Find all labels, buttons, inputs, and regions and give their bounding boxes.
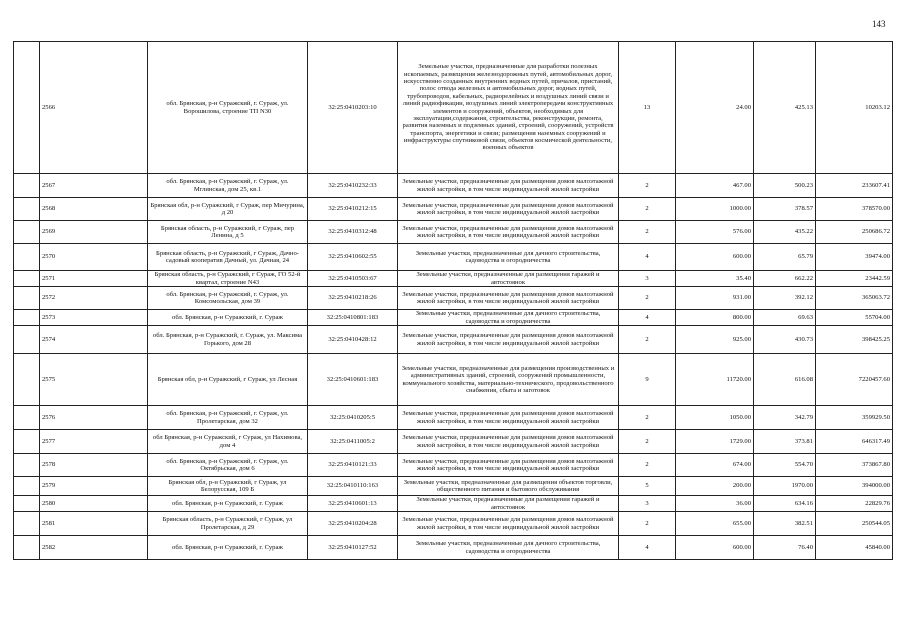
area-cell: 1729.00: [676, 430, 754, 454]
cadastral-number-cell: 32:25:0410801:183: [308, 310, 398, 326]
blank-cell: [14, 512, 40, 536]
blank-cell: [14, 310, 40, 326]
cadastral-value-cell: 394000.00: [816, 477, 893, 496]
specific-value-cell: 1970.00: [754, 477, 816, 496]
use-group-cell: 9: [619, 354, 676, 406]
cadastral-number-cell: 32:25:0410110:163: [308, 477, 398, 496]
blank-cell: [14, 496, 40, 512]
use-group-cell: 2: [619, 406, 676, 430]
row-number: 2576: [40, 406, 148, 430]
use-group-cell: 4: [619, 244, 676, 271]
cadastral-value-cell: 10203.12: [816, 42, 893, 174]
address-cell: обл. Брянская, р-н Суражский, г. Сураж, ул. Комсомольская, дом 39: [148, 287, 308, 310]
row-number: 2575: [40, 354, 148, 406]
blank-cell: [14, 221, 40, 244]
row-number: 2566: [40, 42, 148, 174]
blank-cell: [14, 477, 40, 496]
specific-value-cell: 425.13: [754, 42, 816, 174]
use-group-cell: 13: [619, 42, 676, 174]
cadastral-number-cell: 32:25:0410212:15: [308, 198, 398, 221]
blank-cell: [14, 326, 40, 354]
land-use-cell: Земельные участки, предназначенные для дачного строительства, садоводства и огородничества: [398, 310, 619, 326]
specific-value-cell: 616.08: [754, 354, 816, 406]
area-cell: 1000.00: [676, 198, 754, 221]
land-use-cell: Земельные участки, предназначенные для размещения домов малоэтажной жилой застройки, в том числе индивидуальной жилой застройки: [398, 430, 619, 454]
cadastral-value-table: [13, 41, 893, 560]
cadastral-value-cell: 55704.00: [816, 310, 893, 326]
table-row: [14, 354, 893, 406]
area-cell: 655.00: [676, 512, 754, 536]
address-cell: обл. Брянская, р-н Суражский, г. Сураж: [148, 310, 308, 326]
row-number: 2568: [40, 198, 148, 221]
table-row: [14, 287, 893, 310]
cadastral-value-cell: 646317.49: [816, 430, 893, 454]
table-row: [14, 496, 893, 512]
area-cell: 931.00: [676, 287, 754, 310]
row-number: 2573: [40, 310, 148, 326]
blank-cell: [14, 244, 40, 271]
cadastral-number-cell: 32:25:0411005:2: [308, 430, 398, 454]
table-row: [14, 406, 893, 430]
use-group-cell: 4: [619, 310, 676, 326]
cadastral-value-cell: 359929.50: [816, 406, 893, 430]
address-cell: обл Брянская, р-н Суражский, г Сураж, ул Нахимова, дом 4: [148, 430, 308, 454]
row-number: 2581: [40, 512, 148, 536]
address-cell: обл. Брянская, р-н Суражский, г. Сураж, ул. Ворошилова, строение ТП N30: [148, 42, 308, 174]
page-number: 143: [872, 19, 886, 29]
cadastral-value-cell: 378570.00: [816, 198, 893, 221]
row-number: 2578: [40, 454, 148, 477]
land-use-cell: Земельные участки, предназначенные для размещения домов малоэтажной жилой застройки, в том числе индивидуальной жилой застройки: [398, 221, 619, 244]
area-cell: 1050.00: [676, 406, 754, 430]
blank-cell: [14, 271, 40, 287]
land-use-cell: Земельные участки, предназначенные для размещения домов малоэтажной жилой застройки, в том числе индивидуальной жилой застройки: [398, 512, 619, 536]
cadastral-value-cell: 22829.76: [816, 496, 893, 512]
land-use-cell: Земельные участки, предназначенные для размещения домов малоэтажной жилой застройки, в том числе индивидуальной жилой застройки: [398, 454, 619, 477]
area-cell: 36.00: [676, 496, 754, 512]
blank-cell: [14, 42, 40, 174]
address-cell: обл. Брянская, р-н Суражский, г. Сураж, ул. Октябрьская, дом 6: [148, 454, 308, 477]
cadastral-value-cell: 23442.59: [816, 271, 893, 287]
address-cell: обл. Брянская, р-н Суражский, г. Сураж, ул. Максима Горького, дом 28: [148, 326, 308, 354]
specific-value-cell: 634.16: [754, 496, 816, 512]
area-cell: 200.00: [676, 477, 754, 496]
cadastral-value-cell: 250544.05: [816, 512, 893, 536]
table-row: [14, 430, 893, 454]
address-cell: Брянская область, р-н Суражский, г Сураж, ул Пролетарская, д 29: [148, 512, 308, 536]
land-use-cell: Земельные участки, предназначенные для дачного строительства, садоводства и огородничества: [398, 536, 619, 560]
cadastral-number-cell: 32:25:0410428:12: [308, 326, 398, 354]
specific-value-cell: 382.51: [754, 512, 816, 536]
address-cell: Брянская область, р-н Суражский, г Сураж, Дачно-садовый кооператив Дачный, ул. Дачная, 24: [148, 244, 308, 271]
blank-cell: [14, 287, 40, 310]
table-row: [14, 198, 893, 221]
specific-value-cell: 500.23: [754, 174, 816, 198]
row-number: 2570: [40, 244, 148, 271]
specific-value-cell: 554.70: [754, 454, 816, 477]
land-use-cell: Земельные участки, предназначенные для размещения домов малоэтажной жилой застройки, в том числе индивидуальной жилой застройки: [398, 287, 619, 310]
land-use-cell: Земельные участки, предназначенные для размещения домов малоэтажной жилой застройки, в том числе индивидуальной жилой застройки: [398, 198, 619, 221]
specific-value-cell: 76.40: [754, 536, 816, 560]
cadastral-number-cell: 32:25:0410602:55: [308, 244, 398, 271]
area-cell: 800.00: [676, 310, 754, 326]
use-group-cell: 2: [619, 430, 676, 454]
blank-cell: [14, 536, 40, 560]
specific-value-cell: 378.57: [754, 198, 816, 221]
address-cell: Брянская обл, р-н Суражский, г Сураж, ул Белорусская, 109 Б: [148, 477, 308, 496]
land-use-cell: Земельные участки, предназначенные для размещения гаражей и автостоянок: [398, 271, 619, 287]
cadastral-number-cell: 32:25:0410218:26: [308, 287, 398, 310]
specific-value-cell: 65.79: [754, 244, 816, 271]
land-use-cell: Земельные участки, предназначенные для размещения объектов торговли, общественного питания и бытового обслуживания: [398, 477, 619, 496]
specific-value-cell: 373.81: [754, 430, 816, 454]
area-cell: 11720.00: [676, 354, 754, 406]
land-use-cell: Земельные участки, предназначенные для размещения гаражей и автостоянок: [398, 496, 619, 512]
use-group-cell: 2: [619, 326, 676, 354]
cadastral-value-cell: 250686.72: [816, 221, 893, 244]
table-row: [14, 271, 893, 287]
address-cell: обл. Брянская, р-н Суражский, г. Сураж: [148, 496, 308, 512]
table-row: [14, 221, 893, 244]
cadastral-value-cell: 233607.41: [816, 174, 893, 198]
cadastral-value-cell: 365063.72: [816, 287, 893, 310]
table-row: [14, 174, 893, 198]
specific-value-cell: 69.63: [754, 310, 816, 326]
cadastral-value-cell: 45840.00: [816, 536, 893, 560]
table-row: [14, 477, 893, 496]
cadastral-number-cell: 32:25:0410601:183: [308, 354, 398, 406]
table-row: [14, 326, 893, 354]
row-number: 2569: [40, 221, 148, 244]
specific-value-cell: 392.12: [754, 287, 816, 310]
blank-cell: [14, 430, 40, 454]
area-cell: 576.00: [676, 221, 754, 244]
row-number: 2582: [40, 536, 148, 560]
table-row: [14, 454, 893, 477]
address-cell: обл. Брянская, р-н Суражский, г. Сураж, ул. Пролетарская, дом 32: [148, 406, 308, 430]
table-row: [14, 244, 893, 271]
address-cell: Брянская область, р-н Суражский, г Сураж, ГО 52-й квартал, строение N43: [148, 271, 308, 287]
specific-value-cell: 435.22: [754, 221, 816, 244]
row-number: 2577: [40, 430, 148, 454]
land-use-cell: Земельные участки, предназначенные для размещения производственных и административных зданий, строений, сооружений промышленности, коммунального хозяйства, материально-технического, продовольственного снабжения, сбыта и заготовок: [398, 354, 619, 406]
use-group-cell: 2: [619, 198, 676, 221]
area-cell: 24.00: [676, 42, 754, 174]
row-number: 2580: [40, 496, 148, 512]
address-cell: Брянская область, р-н Суражский, г Сураж, пер Ленина, д 5: [148, 221, 308, 244]
cadastral-number-cell: 32:25:0410121:33: [308, 454, 398, 477]
table-row: [14, 536, 893, 560]
blank-cell: [14, 198, 40, 221]
cadastral-number-cell: 32:25:0410203:10: [308, 42, 398, 174]
land-use-cell: Земельные участки, предназначенные для размещения домов малоэтажной жилой застройки, в том числе индивидуальной жилой застройки: [398, 406, 619, 430]
cadastral-number-cell: 32:25:0410205:5: [308, 406, 398, 430]
blank-cell: [14, 174, 40, 198]
land-use-cell: Земельные участки, предназначенные для размещения домов малоэтажной жилой застройки, в том числе индивидуальной жилой застройки: [398, 174, 619, 198]
use-group-cell: 2: [619, 454, 676, 477]
cadastral-number-cell: 32:25:0410232:33: [308, 174, 398, 198]
area-cell: 600.00: [676, 244, 754, 271]
use-group-cell: 2: [619, 512, 676, 536]
cadastral-number-cell: 32:25:0410204:28: [308, 512, 398, 536]
cadastral-value-cell: 398425.25: [816, 326, 893, 354]
row-number: 2567: [40, 174, 148, 198]
table-row: [14, 512, 893, 536]
area-cell: 925.00: [676, 326, 754, 354]
land-use-cell: Земельные участки, предназначенные для разработки полезных ископаемых, размещения железнодорожных путей, автомобильных дорог, искусственно созданных внутренних водных путей, причалов, пристаний, полос отвода железных и автомобильных дорог, водных путей, трубопроводов, кабельных, радиорелейных и воздушных линий связи и линий радиофикации, воздушных линий электропередачи конструктивных элементов и сооружений, объектов, необходимых для эксплуатации,содержания, строительства, реконструкции, ремонта, развития наземных и подземных зданий, строений, сооружений, устройств транспорта, энергетики и связи; размещения наземных сооружений и инфраструктуры спутниковой связи, объектов космической деятельности, военных объектов: [398, 42, 619, 174]
cadastral-value-cell: 373867.80: [816, 454, 893, 477]
specific-value-cell: 430.73: [754, 326, 816, 354]
area-cell: 674.00: [676, 454, 754, 477]
cadastral-number-cell: 32:25:0410127:52: [308, 536, 398, 560]
row-number: 2572: [40, 287, 148, 310]
use-group-cell: 2: [619, 287, 676, 310]
land-use-cell: Земельные участки, предназначенные для размещения домов малоэтажной жилой застройки, в том числе индивидуальной жилой застройки: [398, 326, 619, 354]
use-group-cell: 3: [619, 496, 676, 512]
address-cell: Брянская обл, р-н Суражский, г Сураж, пер Мичурина, д 20: [148, 198, 308, 221]
cadastral-number-cell: 32:25:0410503:67: [308, 271, 398, 287]
use-group-cell: 2: [619, 221, 676, 244]
use-group-cell: 2: [619, 174, 676, 198]
use-group-cell: 5: [619, 477, 676, 496]
address-cell: Брянская обл, р-н Суражский, г Сураж, ул Лесная: [148, 354, 308, 406]
table-row: [14, 42, 893, 174]
blank-cell: [14, 406, 40, 430]
specific-value-cell: 342.79: [754, 406, 816, 430]
cadastral-value-cell: 39474.00: [816, 244, 893, 271]
blank-cell: [14, 454, 40, 477]
cadastral-number-cell: 32:25:0410312:48: [308, 221, 398, 244]
address-cell: обл. Брянская, р-н Суражский, г. Сураж: [148, 536, 308, 560]
use-group-cell: 3: [619, 271, 676, 287]
area-cell: 467.00: [676, 174, 754, 198]
cadastral-value-cell: 7220457.60: [816, 354, 893, 406]
area-cell: 600.00: [676, 536, 754, 560]
cadastral-number-cell: 32:25:0410601:13: [308, 496, 398, 512]
row-number: 2574: [40, 326, 148, 354]
land-use-cell: Земельные участки, предназначенные для дачного строительства, садоводства и огородничества: [398, 244, 619, 271]
use-group-cell: 4: [619, 536, 676, 560]
row-number: 2579: [40, 477, 148, 496]
row-number: 2571: [40, 271, 148, 287]
blank-cell: [14, 354, 40, 406]
area-cell: 35.40: [676, 271, 754, 287]
table-row: [14, 310, 893, 326]
specific-value-cell: 662.22: [754, 271, 816, 287]
address-cell: обл. Брянская, р-н Суражский, г. Сураж, ул. Мглинская, дом 25, кв.1: [148, 174, 308, 198]
